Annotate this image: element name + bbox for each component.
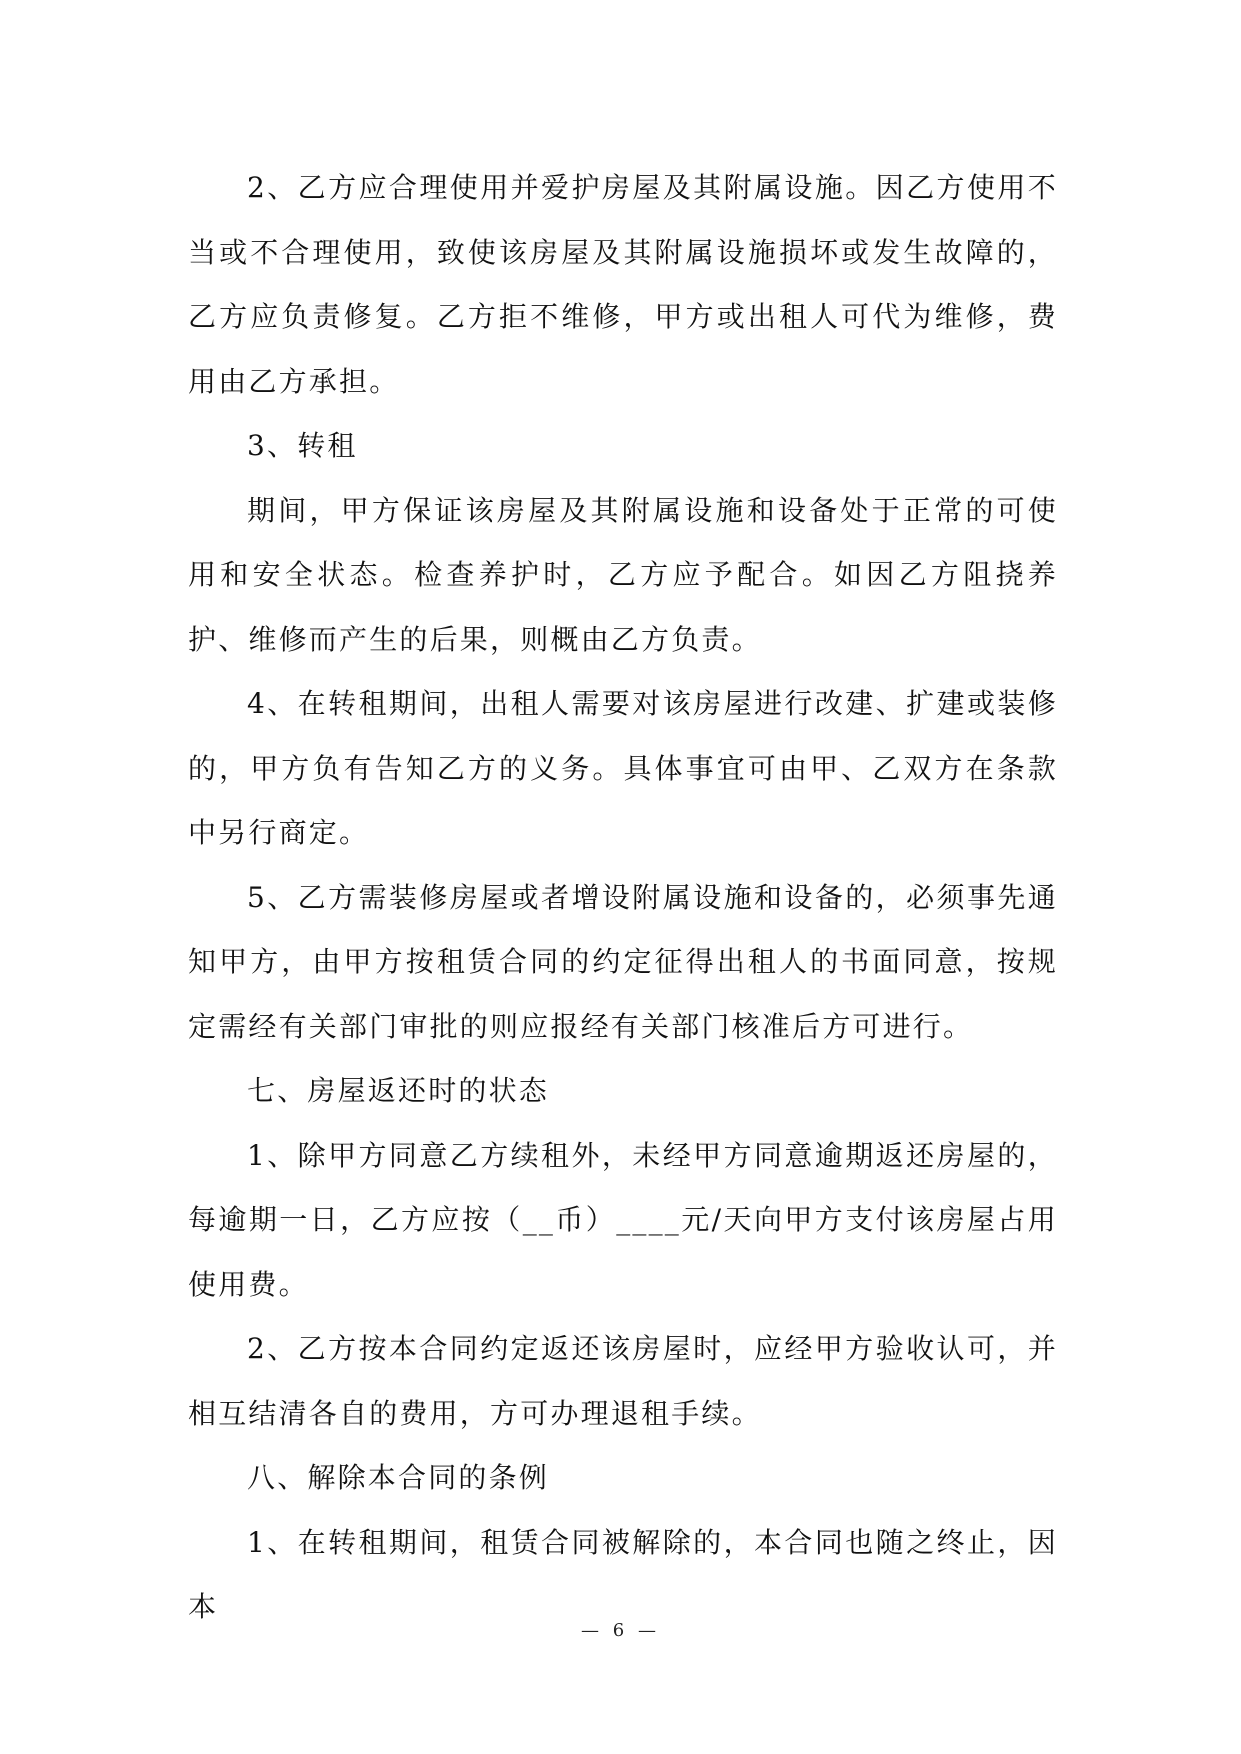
- section-7-heading: 七、房屋返还时的状态: [247, 1074, 550, 1107]
- clause-2-repair: 2、乙方应合理使用并爱护房屋及其附属设施。因乙方使用不当或不合理使用，致使该房屋及其附属设施损坏或发生故障的，乙方应负责修复。乙方拒不维修，甲方或出租人可代为维修，费用由乙方承担。: [188, 171, 1058, 398]
- clause-5-decoration: 5、乙方需装修房屋或者增设附属设施和设备的，必须事先通知甲方，由甲方按租赁合同的约定征得出租人的书面同意，按规定需经有关部门审批的则应报经有关部门核准后方可进行。: [188, 880, 1058, 1043]
- clause-3-maintenance: 期间，甲方保证该房屋及其附属设施和设备处于正常的可使用和安全状态。检查养护时，乙方应予配合。如因乙方阻挠养护、维修而产生的后果，则概由乙方负责。: [188, 493, 1058, 656]
- page-number: — 6 —: [581, 1620, 660, 1641]
- clause-4-renovation-notice: 4、在转租期间，出租人需要对该房屋进行改建、扩建或装修的，甲方负有告知乙方的义务。具体事宜可由甲、乙双方在条款中另行商定。: [188, 687, 1058, 849]
- clause-3-heading: 3、转租: [247, 429, 358, 462]
- section-7-clause-2: 2、乙方按本合同约定返还该房屋时，应经甲方验收认可，并相互结清各自的费用，方可办理退租手续。: [188, 1332, 1058, 1430]
- section-8-heading: 八、解除本合同的条例: [247, 1461, 550, 1494]
- section-8-clause-1: 1、在转租期间，租赁合同被解除的，本合同也随之终止，因本: [188, 1525, 1058, 1623]
- document-body: [188, 156, 1058, 1640]
- section-7-clause-1: 1、除甲方同意乙方续租外，未经甲方同意逾期返还房屋的，每逾期一日，乙方应按（__币）____元/天向甲方支付该房屋占用使用费。: [188, 1138, 1058, 1301]
